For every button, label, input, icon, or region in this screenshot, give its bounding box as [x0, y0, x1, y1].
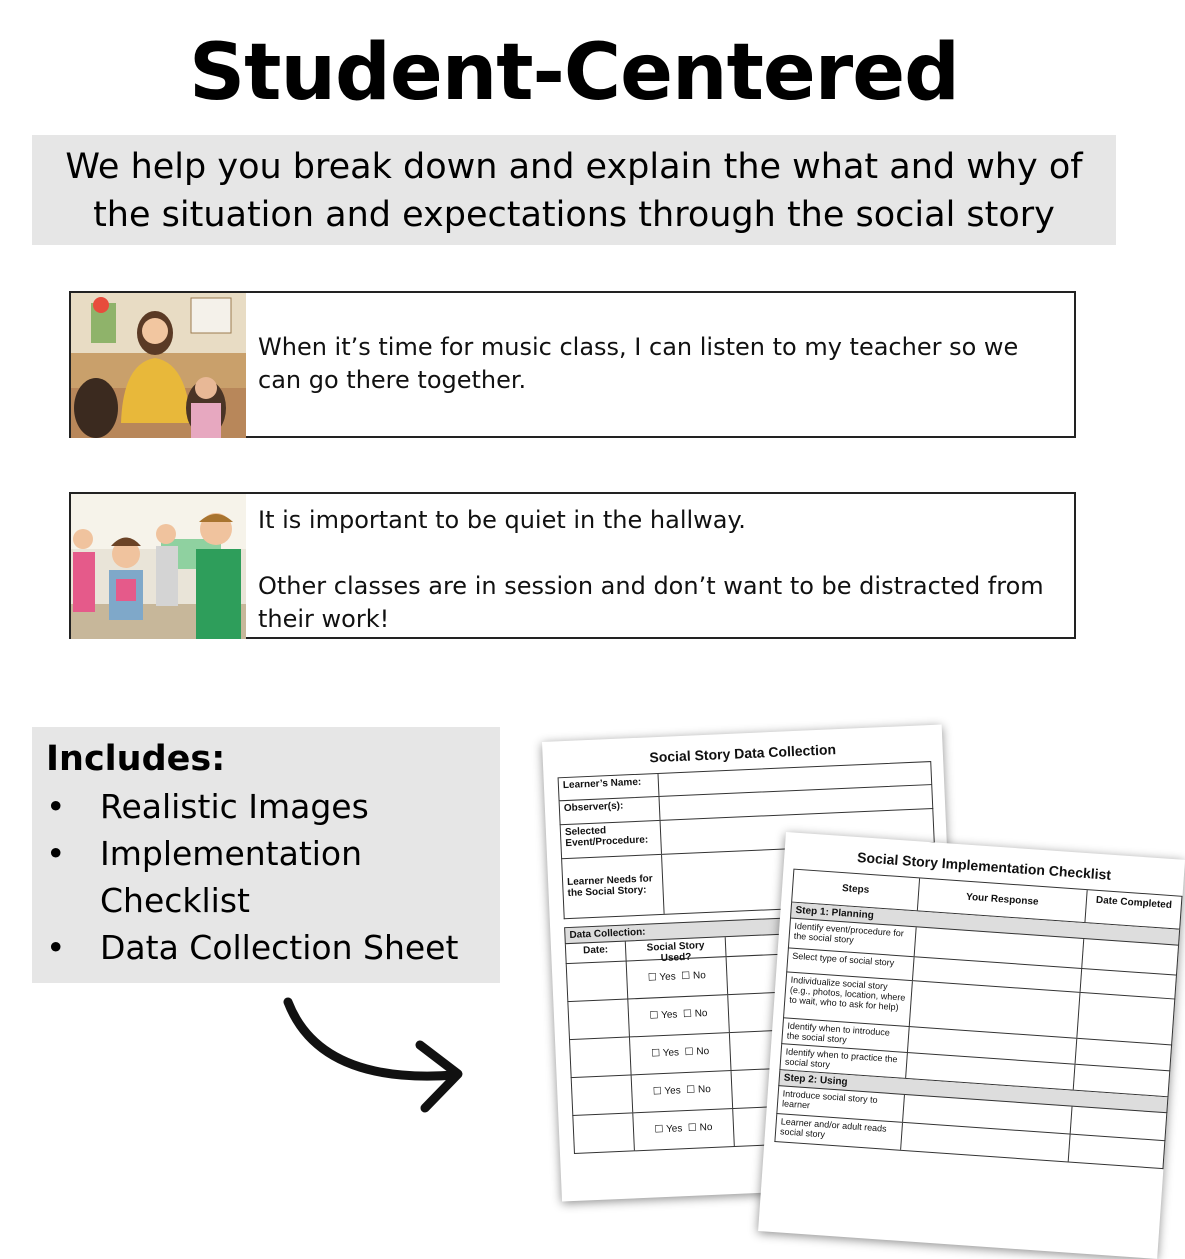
- teacher-with-students-photo: [71, 293, 246, 436]
- yes-option: Yes: [659, 971, 677, 984]
- curved-arrow-icon: [270, 990, 470, 1120]
- section-header: Data Collection:: [564, 911, 938, 944]
- column-header: Date Completed: [1095, 894, 1173, 912]
- page-title: Student-Centered: [189, 28, 959, 118]
- includes-list: [46, 783, 486, 971]
- column-header: Your Response: [918, 878, 1088, 922]
- list-item: • Realistic Images: [46, 783, 486, 830]
- column-header: Steps: [792, 870, 920, 911]
- data-collection-sheet: Social Story Data Collection Learner’s Name: Observer(s): Selected Event/Procedure: Learner Needs for the Social Story: Data Collection: Date: Social Story Used? ☐ Yes ☐ No ☐ Yes ☐ No ☐ Yes ☐ No ☐ Yes ☐ No ☐ Yes ☐ No: [542, 725, 962, 1202]
- checklist-step: Learner and/or adult reads social story: [775, 1114, 903, 1150]
- no-option: No: [692, 970, 707, 982]
- checklist-step: Introduce social story to learner: [777, 1086, 905, 1122]
- implementation-checklist-sheet: [758, 832, 1185, 1259]
- checklist-step: Select type of social story: [787, 948, 914, 980]
- section-header: Step 1: Planning: [790, 903, 1180, 946]
- checklist-step: Identify when to practice the social story: [780, 1044, 907, 1078]
- column-header: Social Story Used?: [626, 937, 727, 960]
- sheet-title: Social Story Data Collection: [649, 741, 837, 766]
- story-card-music-class: [69, 291, 1076, 438]
- checklist-step: Individualize social story (e.g., photos, location, where to wait, who to ask for help): [784, 972, 913, 1026]
- checklist-step: Identify event/procedure for the social story: [789, 919, 917, 957]
- sheet-title: Social Story Implementation Checklist: [856, 849, 1112, 883]
- yes-option: Yes: [665, 1123, 683, 1135]
- no-option: No: [696, 1046, 710, 1058]
- no-option: No: [694, 1008, 708, 1020]
- checklist-step: Identify when to introduce the social story: [782, 1018, 909, 1052]
- subtitle-band: [32, 135, 1116, 245]
- field-label: Observer(s):: [560, 797, 661, 824]
- yes-option: Yes: [660, 1009, 678, 1022]
- story-card-hallway: [69, 492, 1076, 639]
- column-header: Date:: [566, 942, 627, 964]
- field-label: Selected Event/Procedure:: [561, 821, 662, 858]
- includes-box: [32, 727, 500, 983]
- yes-option: Yes: [662, 1047, 680, 1060]
- list-item: • Implementation Checklist: [46, 830, 486, 924]
- list-item: • Data Collection Sheet: [46, 924, 486, 971]
- story-paragraph: When it’s time for music class, I can listen to my teacher so we can go there together.: [258, 333, 1019, 394]
- subtitle-line-2: the situation and expectations through the social story: [93, 195, 1055, 235]
- no-option: No: [697, 1083, 712, 1096]
- students-in-hallway-photo: [71, 494, 246, 637]
- subtitle-line-1: We help you break down and explain the what and why of: [65, 147, 1083, 187]
- story-card-text: [246, 494, 1074, 637]
- field-label: Learner’s Name:: [559, 774, 660, 800]
- story-card-text: [246, 293, 1074, 436]
- story-paragraph: It is important to be quiet in the hallway.: [258, 506, 746, 534]
- section-header: Step 2: Using: [778, 1070, 1168, 1113]
- yes-option: Yes: [664, 1085, 681, 1097]
- field-label: Learner Needs for the Social Story:: [562, 855, 664, 918]
- includes-title: Includes:: [46, 739, 226, 779]
- story-paragraph: Other classes are in session and don’t want to be distracted from their work!: [258, 572, 1044, 633]
- no-option: No: [699, 1121, 713, 1134]
